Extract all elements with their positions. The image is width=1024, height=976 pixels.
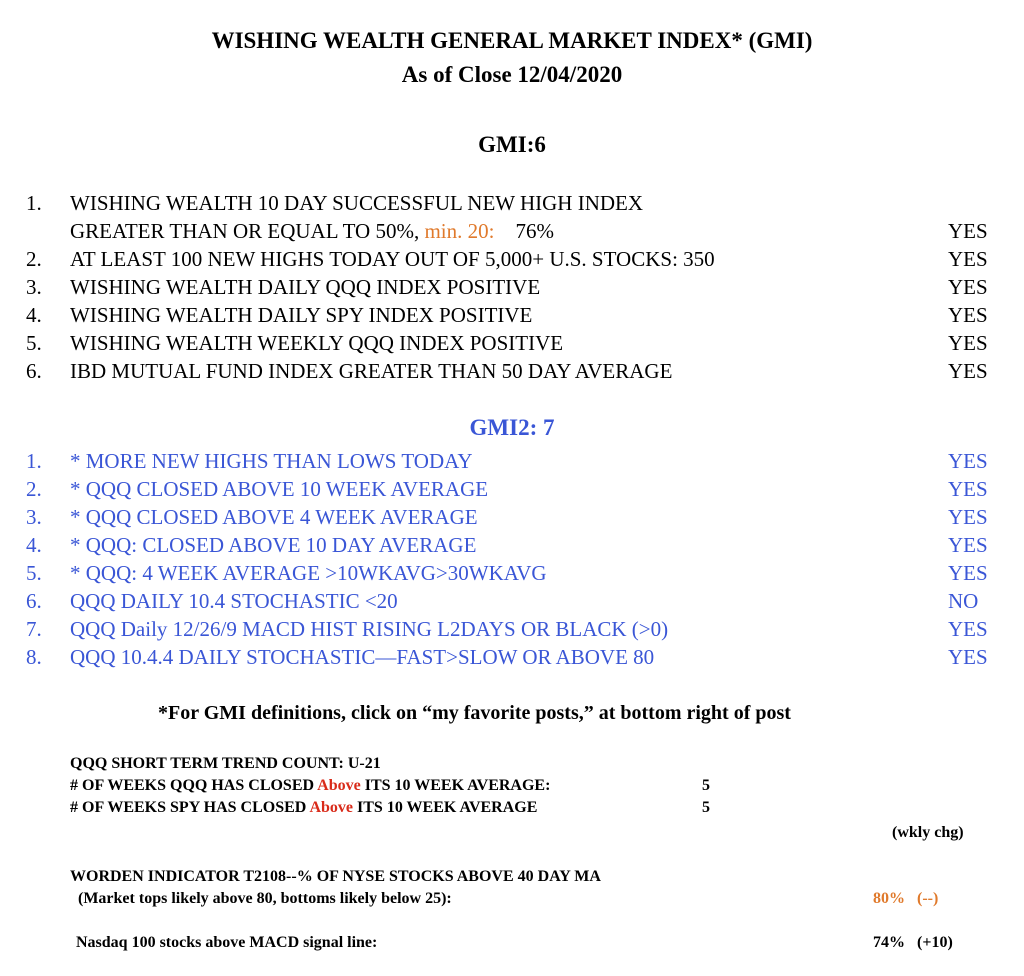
gmi-item-answer: YES bbox=[948, 331, 988, 355]
nasdaq-macd-value: 74% (+10) bbox=[873, 934, 953, 951]
gmi-item-answer: YES bbox=[948, 275, 988, 299]
gmi2-item-answer: YES bbox=[948, 449, 988, 473]
gmi-item-text: AT LEAST 100 NEW HIGHS TODAY OUT OF 5,000+ U.S. STOCKS: 350 bbox=[70, 247, 715, 271]
gmi-item-number: 6. bbox=[26, 359, 42, 383]
gmi2-item-text: * QQQ: 4 WEEK AVERAGE >10WKAVG>30WKAVG bbox=[70, 561, 547, 585]
as-of-date: As of Close 12/04/2020 bbox=[401, 62, 623, 87]
gmi2-item-text: * QQQ CLOSED ABOVE 10 WEEK AVERAGE bbox=[70, 477, 489, 501]
spy-above-word: Above bbox=[309, 799, 354, 816]
gmi-item-number: 1. bbox=[26, 191, 42, 215]
gmi2-item-text: * QQQ: CLOSED ABOVE 10 DAY AVERAGE bbox=[70, 533, 477, 557]
gmi-item-text: WISHING WEALTH 10 DAY SUCCESSFUL NEW HIGH INDEX bbox=[70, 191, 644, 215]
gmi2-item-answer: YES bbox=[948, 617, 988, 641]
page-title: WISHING WEALTH GENERAL MARKET INDEX* (GMI) bbox=[211, 28, 813, 53]
gmi-item-min-label: min. 20: bbox=[424, 219, 495, 243]
worden-indicator-value: 80% (--) bbox=[873, 890, 939, 907]
qqq-weeks-above-line bbox=[70, 777, 550, 795]
gmi-item-text: IBD MUTUAL FUND INDEX GREATER THAN 50 DAY AVERAGE bbox=[70, 359, 673, 383]
gmi-item-text: WISHING WEALTH DAILY SPY INDEX POSITIVE bbox=[70, 303, 533, 327]
weekly-change-header: (wkly chg) bbox=[892, 824, 964, 841]
spy-weeks-above-line bbox=[70, 799, 537, 817]
gmi2-item-text: QQQ 10.4.4 DAILY STOCHASTIC—FAST>SLOW OR ABOVE 80 bbox=[70, 645, 655, 669]
gmi2-item-answer: YES bbox=[948, 477, 988, 501]
gmi-score: GMI:6 bbox=[478, 132, 546, 157]
gmi2-item-number: 3. bbox=[26, 505, 42, 529]
worden-indicator-note: (Market tops likely above 80, bottoms likely below 25): bbox=[78, 890, 452, 907]
gmi-item-answer: YES bbox=[948, 247, 988, 271]
gmi-item-text: WISHING WEALTH WEEKLY QQQ INDEX POSITIVE bbox=[70, 331, 564, 355]
gmi2-item-text: QQQ DAILY 10.4 STOCHASTIC <20 bbox=[70, 589, 398, 613]
gmi2-item-text: QQQ Daily 12/26/9 MACD HIST RISING L2DAYS OR BLACK (>0) bbox=[70, 617, 669, 641]
spy-weeks-prefix: # OF WEEKS SPY HAS CLOSED bbox=[70, 799, 310, 816]
gmi-item-value: 76% bbox=[515, 219, 554, 243]
gmi2-item-answer: YES bbox=[948, 561, 988, 585]
gmi2-item-text: * MORE NEW HIGHS THAN LOWS TODAY bbox=[70, 449, 473, 473]
gmi2-item-answer: YES bbox=[948, 505, 988, 529]
gmi-item-text: WISHING WEALTH DAILY QQQ INDEX POSITIVE bbox=[70, 275, 541, 299]
gmi2-item-answer: NO bbox=[948, 589, 979, 613]
gmi2-item-answer: YES bbox=[948, 645, 988, 669]
gmi2-item-text: * QQQ CLOSED ABOVE 4 WEEK AVERAGE bbox=[70, 505, 478, 529]
spy-weeks-value: 5 bbox=[702, 799, 710, 816]
qqq-weeks-prefix: # OF WEEKS QQQ HAS CLOSED bbox=[70, 777, 318, 794]
qqq-weeks-suffix: ITS 10 WEEK AVERAGE: bbox=[360, 777, 551, 794]
gmi2-item-number: 2. bbox=[26, 477, 42, 501]
gmi2-item-number: 7. bbox=[26, 617, 42, 641]
gmi2-item-number: 1. bbox=[26, 449, 42, 473]
gmi-item-number: 4. bbox=[26, 303, 42, 327]
gmi2-item-number: 4. bbox=[26, 533, 42, 557]
gmi2-item-number: 8. bbox=[26, 645, 42, 669]
gmi-item-answer: YES bbox=[948, 359, 988, 383]
gmi2-item-answer: YES bbox=[948, 533, 988, 557]
spy-weeks-suffix: ITS 10 WEEK AVERAGE bbox=[353, 799, 538, 816]
qqq-weeks-value: 5 bbox=[702, 777, 710, 794]
gmi-item-answer: YES bbox=[948, 303, 988, 327]
gmi-item-number: 2. bbox=[26, 247, 42, 271]
gmi2-item-number: 6. bbox=[26, 589, 42, 613]
gmi-item-number: 5. bbox=[26, 331, 42, 355]
gmi-item-number: 3. bbox=[26, 275, 42, 299]
worden-indicator-title: WORDEN INDICATOR T2108--% OF NYSE STOCKS ABOVE 40 DAY MA bbox=[70, 868, 601, 885]
nasdaq-macd-label: Nasdaq 100 stocks above MACD signal line: bbox=[76, 934, 378, 951]
gmi-item-text-prefix: GREATER THAN OR EQUAL TO 50%, bbox=[70, 219, 420, 243]
qqq-above-word: Above bbox=[317, 777, 361, 794]
gmi2-item-number: 5. bbox=[26, 561, 42, 585]
trend-count: QQQ SHORT TERM TREND COUNT: U-21 bbox=[70, 755, 381, 772]
gmi-item-text-continued bbox=[70, 219, 554, 243]
gmi2-score: GMI2: 7 bbox=[469, 415, 555, 440]
definitions-note: *For GMI definitions, click on “my favorite posts,” at bottom right of post bbox=[158, 702, 791, 724]
gmi-item-answer: YES bbox=[948, 219, 988, 243]
